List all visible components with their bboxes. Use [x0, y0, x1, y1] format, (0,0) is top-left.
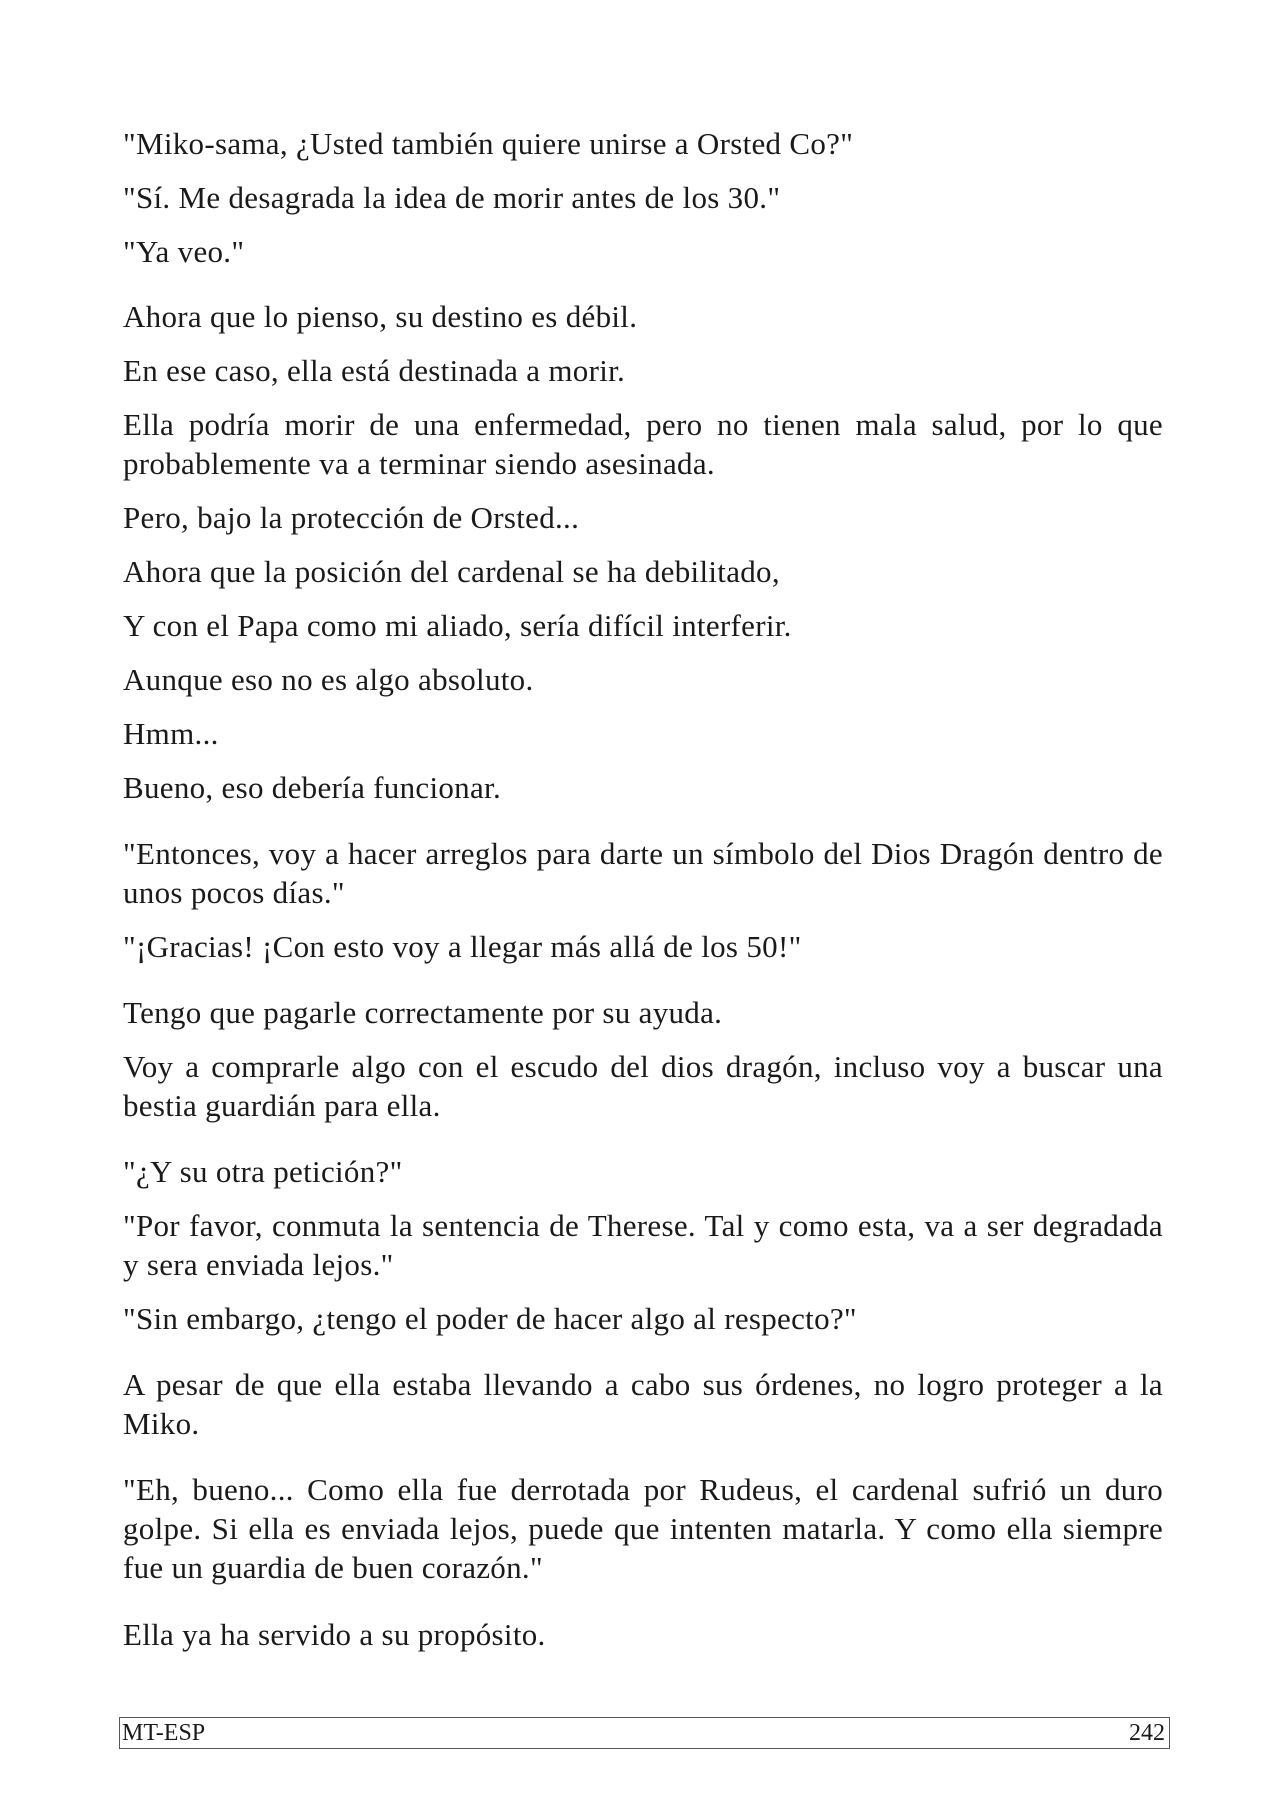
paragraph: Ahora que lo pienso, su destino es débil. [123, 299, 638, 334]
paragraph: "Ya veo." [123, 234, 245, 269]
paragraph: Bueno, eso debería funcionar. [123, 770, 501, 805]
paragraph: "Por favor, conmuta la sentencia de Therese. Tal y como esta, va a ser degradada y sera enviada lejos." [123, 1208, 1163, 1282]
paragraph: A pesar de que ella estaba llevando a cabo sus órdenes, no logro proteger a la Miko. [123, 1367, 1163, 1441]
paragraph: "¿Y su otra petición?" [123, 1154, 403, 1189]
paragraph: Voy a comprarle algo con el escudo del dios dragón, incluso voy a buscar una bestia guardián para ella. [123, 1049, 1163, 1123]
paragraph: Ahora que la posición del cardenal se ha debilitado, [123, 554, 780, 589]
paragraph: Pero, bajo la protección de Orsted... [123, 500, 580, 535]
paragraph: Ella ya ha servido a su propósito. [123, 1617, 546, 1652]
paragraph: "Miko-sama, ¿Usted también quiere unirse a Orsted Co?" [123, 126, 854, 161]
paragraph: Y con el Papa como mi aliado, sería difícil interferir. [123, 608, 792, 643]
paragraph: "Sí. Me desagrada la idea de morir antes de los 30." [123, 180, 781, 215]
paragraph: "Sin embargo, ¿tengo el poder de hacer algo al respecto?" [123, 1301, 857, 1336]
paragraph: "Entonces, voy a hacer arreglos para darte un símbolo del Dios Dragón dentro de unos pocos días." [123, 836, 1163, 910]
page-footer [119, 1717, 1170, 1749]
paragraph: "Eh, bueno... Como ella fue derrotada por Rudeus, el cardenal sufrió un duro golpe. Si ella es enviada lejos, puede que intenten matarla. Y como ella siempre fue un guardia de buen corazón." [123, 1472, 1163, 1585]
paragraph: Aunque eso no es algo absoluto. [123, 662, 534, 697]
paragraph: Tengo que pagarle correctamente por su ayuda. [123, 995, 723, 1030]
paragraph: Hmm... [123, 716, 219, 751]
page-number: 242 [1129, 1720, 1165, 1746]
paragraph: "¡Gracias! ¡Con esto voy a llegar más allá de los 50!" [123, 929, 802, 964]
paragraph: Ella podría morir de una enfermedad, pero no tienen mala salud, por lo que probablemente va a terminar siendo asesinada. [123, 407, 1163, 481]
footer-label: MT-ESP [122, 1720, 206, 1746]
paragraph: En ese caso, ella está destinada a morir. [123, 353, 626, 388]
